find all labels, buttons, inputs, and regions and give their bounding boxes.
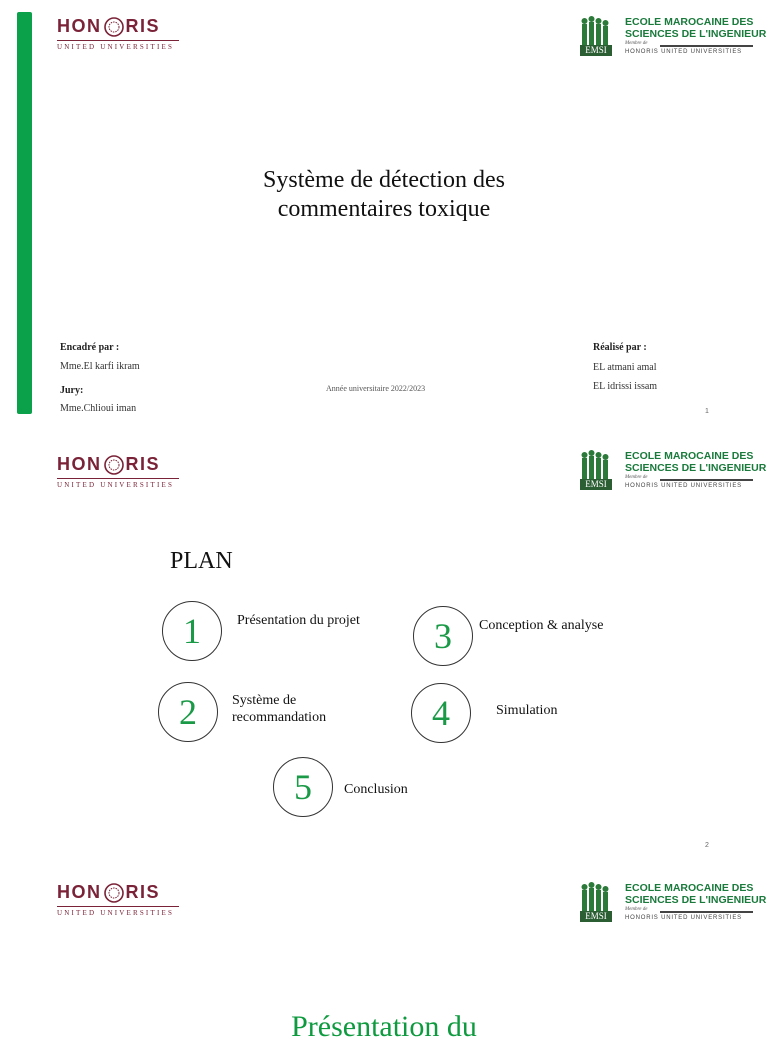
page-number: 1 (705, 408, 709, 415)
plan-number-3: 3 (413, 606, 473, 666)
emsi-mark: EMSI (580, 882, 612, 922)
member-2: EL idrissi issam (593, 381, 658, 392)
plan-number-5: 5 (273, 757, 333, 817)
member-1: EL atmani amal (593, 362, 657, 373)
emsi-logo: EMSI ECOLE MAROCAINE DES SCIENCES DE L'INGENIEUR Membre de HONORIS UNITED UNIVERSITIES (580, 450, 760, 492)
slide-1 (0, 0, 768, 430)
sun-icon (104, 17, 124, 37)
plan-item-4: Simulation (496, 703, 558, 718)
plan-item-2: Système de recommandation (232, 693, 327, 725)
plan-number-4: 4 (411, 683, 471, 743)
slide-title: Système de détection des commentaires toxique (263, 167, 505, 222)
jury-label: Jury: (60, 385, 84, 396)
plan-item-5: Conclusion (344, 782, 408, 797)
realise-label: Réalisé par : (593, 342, 647, 353)
slide-3-title: Présentation du (291, 1010, 477, 1043)
emsi-logo: EMSI ECOLE MAROCAINE DES SCIENCES DE L'INGENIEUR Membre de HONORIS UNITED UNIVERSITIES (580, 16, 760, 58)
divider (660, 45, 753, 47)
plan-item-3: Conception & analyse (479, 618, 604, 633)
divider (660, 479, 753, 481)
accent-bar (17, 12, 32, 414)
emsi-mark: EMSI (580, 450, 612, 490)
emsi-name: ECOLE MAROCAINE DES SCIENCES DE L'INGENIEUR (625, 16, 767, 40)
jury-name: Mme.Chlioui iman (60, 403, 137, 414)
emsi-name: ECOLE MAROCAINE DES SCIENCES DE L'INGENIEUR (625, 450, 767, 474)
sun-icon (104, 883, 124, 903)
figures-icon (580, 450, 612, 479)
slide-3 (0, 860, 768, 1043)
emsi-logo: EMSI ECOLE MAROCAINE DES SCIENCES DE L'INGENIEUR Membre de HONORIS UNITED UNIVERSITIES (580, 882, 760, 924)
encadre-name: Mme.El karfi ikram (60, 361, 140, 372)
figures-icon (580, 882, 612, 911)
honoris-logo: HON RIS UNITED UNIVERSITIES (57, 454, 179, 489)
emsi-name: ECOLE MAROCAINE DES SCIENCES DE L'INGENIEUR (625, 882, 767, 906)
academic-year: Année universitaire 2022/2023 (326, 384, 426, 393)
figures-icon (580, 16, 612, 45)
page-number: 2 (705, 842, 709, 849)
plan-item-1: Présentation du projet (237, 613, 360, 628)
encadre-label: Encadré par : (60, 342, 120, 353)
honoris-logo: HON RIS UNITED UNIVERSITIES (57, 882, 179, 917)
plan-title: PLAN (170, 548, 233, 574)
plan-number-2: 2 (158, 682, 218, 742)
divider (660, 911, 753, 913)
honoris-logo: HON RIS UNITED UNIVERSITIES (57, 16, 179, 51)
plan-number-1: 1 (162, 601, 222, 661)
emsi-mark: EMSI (580, 16, 612, 56)
sun-icon (104, 455, 124, 475)
